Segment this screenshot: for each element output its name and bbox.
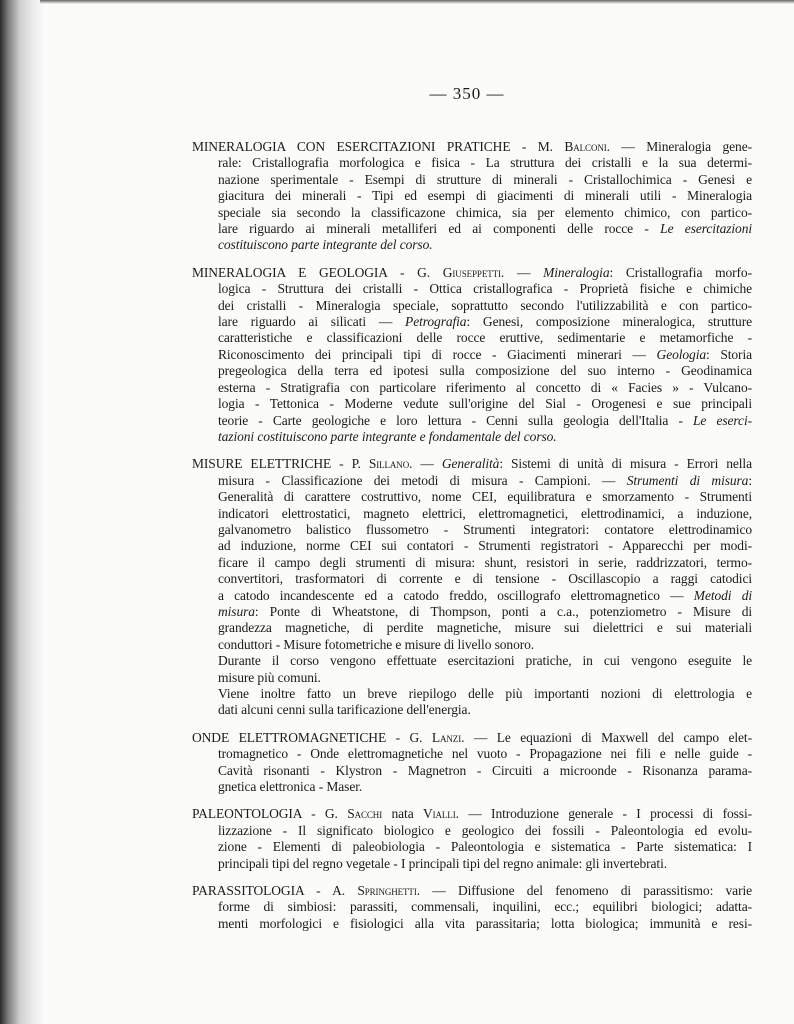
author-name: Lanzi <box>431 729 462 745</box>
text-line <box>192 637 752 653</box>
text-line <box>192 330 752 346</box>
text-segment: Riconoscimento dei principali tipi di rocce - Giacimenti minerari — <box>218 346 657 362</box>
course-list <box>192 139 752 943</box>
entry-heading-line <box>192 265 752 281</box>
text-line <box>192 839 752 855</box>
text-segment: conduttori - Misure fotometriche e misure di livello sonoro. <box>218 636 535 652</box>
text-segment: . — <box>500 264 544 280</box>
text-line <box>192 489 752 505</box>
text-segment: zione - Elementi di paleobiologia - Paleontologia e sistematica - Parte sistematica: I <box>218 839 752 855</box>
text-segment: MISURE ELETTRICHE - P. <box>192 456 369 472</box>
text-line <box>192 380 752 396</box>
text-segment: : Storia <box>706 346 752 362</box>
italic-text: Metodi di <box>693 587 752 603</box>
text-line <box>192 413 752 429</box>
text-segment: a catodo incandescente ed a catodo freddo, oscillografo elettromagnetico — <box>218 587 694 603</box>
text-segment: : Cristallografia morfo- <box>609 264 752 280</box>
text-segment: logica - Struttura dei cristalli - Ottica cristallografica - Proprietà fisiche e chimiche <box>218 281 752 297</box>
text-segment: galvanometro balistico flussometro - Strumenti integratori: contatore elettrodinamico <box>218 521 752 537</box>
text-line <box>192 237 752 253</box>
text-segment: principali tipi del regno vegetale - I principali tipi del regno animale: gli invertebrati. <box>218 855 667 871</box>
text-segment: Durante il corso vengono effettuate esercitazioni pratiche, in cui vengono eseguite le <box>218 653 752 669</box>
text-segment: : Sistemi di unità di misura - Errori nella <box>499 456 752 472</box>
text-line <box>192 604 752 620</box>
text-segment: PALEONTOLOGIA - G. <box>192 806 348 822</box>
text-line <box>192 856 752 872</box>
text-line <box>192 571 752 587</box>
entry-onde-elettromagnetiche <box>192 730 752 796</box>
text-line <box>192 314 752 330</box>
author-name: Giuseppetti <box>442 264 501 280</box>
author-name: Sacchi <box>347 806 383 822</box>
text-segment: . — Mineralogia gene- <box>606 139 752 154</box>
text-segment: . — Introduzione generale - I processi di fossi- <box>455 806 752 822</box>
text-segment: nata <box>382 806 423 822</box>
text-segment: gnetica elettronica - Maser. <box>218 779 363 795</box>
italic-text: Mineralogia <box>543 264 610 280</box>
entry-heading-line <box>192 456 752 472</box>
text-line <box>192 205 752 221</box>
italic-text: Geologia <box>656 346 706 362</box>
author-name: Springhetti <box>357 883 417 899</box>
text-segment: : <box>748 472 752 488</box>
text-segment: giacitura dei minerali - Tipi ed esempi di giacimenti di minerali utili - Mineralogia <box>218 188 752 204</box>
text-line <box>192 473 752 489</box>
text-line <box>192 620 752 636</box>
text-line <box>192 779 752 795</box>
text-line <box>192 686 752 702</box>
text-segment: Generalità di carattere costruttivo, nome CEI, equilibratura e smorzamento - Strumenti <box>218 489 752 505</box>
text-line <box>192 221 752 237</box>
text-segment: . — <box>409 456 442 472</box>
text-segment: convertitori, trasformatori di corrente e di tensione - Oscillascopio a raggi catodici <box>218 571 752 587</box>
text-segment: lare riguardo ai silicati — <box>218 314 406 330</box>
text-segment: MINERALOGIA E GEOLOGIA - G. <box>192 264 443 280</box>
italic-text: Petrografia <box>405 314 467 330</box>
entry-heading-line <box>192 883 752 899</box>
text-segment: ficare il campo degli strumenti di misura: shunt, resistori in serie, raddrizzatori, termo- <box>218 554 752 570</box>
entry-mineralogia-esercitazioni <box>192 139 752 254</box>
text-segment: forme di simbiosi: parassiti, commensali, inquilini, ecc.; equilibri biologici; adatta- <box>218 899 752 915</box>
text-segment: MINERALOGIA CON ESERCITAZIONI PRATICHE - M. <box>192 139 565 154</box>
text-line <box>192 702 752 718</box>
entry-heading-line <box>192 730 752 746</box>
text-line <box>192 538 752 554</box>
text-segment: Viene inoltre fatto un breve riepilogo delle più importanti nozioni di elettrologia e <box>218 686 752 701</box>
text-line <box>192 899 752 915</box>
text-segment: : Ponte di Wheatstone, di Thompson, ponti a c.a., potenziometro - Misure di <box>254 603 752 619</box>
entry-mineralogia-geologia <box>192 265 752 445</box>
text-segment: indicatori elettrostatici, magneto elettrici, elettromagnetici, elettrodinamici, a induzione, <box>218 505 752 521</box>
text-line <box>192 172 752 188</box>
text-line <box>192 396 752 412</box>
text-line <box>192 155 752 171</box>
italic-text: costituiscono parte integrante del corso. <box>218 237 433 253</box>
text-line <box>192 555 752 571</box>
text-segment: logia - Tettonica - Moderne vedute sull'origine del Sial - Orogenesi e sue principali <box>218 396 752 412</box>
text-segment: rale: Cristallografia morfologica e fisica - La struttura dei cristalli e la sua determi- <box>218 155 752 171</box>
italic-text: Strumenti di misura <box>626 472 749 488</box>
text-segment: grandezza magnetiche, di perdite magnetiche, misure sui dielettrici e sui materiali <box>218 620 752 636</box>
text-segment: misura - Classificazione dei metodi di misura - Campioni. — <box>218 472 627 488</box>
text-segment: PARASSITOLOGIA - A. <box>192 883 358 899</box>
entry-parassitologia <box>192 883 752 932</box>
text-segment: . — Le equazioni di Maxwell del campo elet- <box>461 729 752 745</box>
text-segment: menti morfologici e fisiologici alla vita parassitaria; lotta biologica; immunità e resi- <box>218 915 752 931</box>
text-segment: Cavità risonanti - Klystron - Magnetron - Circuiti a microonde - Risonanza parama- <box>218 762 752 778</box>
italic-text: Le eserci- <box>693 412 752 428</box>
text-line <box>192 188 752 204</box>
text-line <box>192 653 752 669</box>
author-name: Sillano <box>368 456 410 472</box>
text-segment: : Genesi, composizione mineralogica, strutture <box>466 314 752 330</box>
text-line <box>192 670 752 686</box>
entry-heading-line <box>192 806 752 822</box>
text-segment: ad induzione, norme CEI sui contatori - Strumenti registratori - Apparecchi per modi- <box>218 538 752 554</box>
italic-text: tazioni costituiscono parte integrante e fondamentale del corso. <box>218 428 557 444</box>
text-line <box>192 763 752 779</box>
text-line <box>192 823 752 839</box>
text-segment: speciale sia secondo la classificazone chimica, sia per elemento chimico, con partico- <box>218 204 752 220</box>
author-name: Vialli <box>422 806 456 822</box>
text-segment: nazione sperimentale - Esempi di strutture di minerali - Cristallochimica - Genesi e <box>218 171 752 187</box>
text-line <box>192 347 752 363</box>
text-line <box>192 281 752 297</box>
text-segment: caratteristiche e classificazioni delle rocce eruttive, sedimentarie e metamorfiche - <box>218 330 752 346</box>
text-segment: teorie - Carte geologiche e loro lettura - Cenni sulla geologia dell'Italia - <box>218 412 694 428</box>
page-number: — 350 — <box>429 84 505 103</box>
text-segment: lizzazione - Il significato biologico e geologico dei fossili - Paleontologia ed evolu- <box>218 822 752 838</box>
text-line <box>192 429 752 445</box>
text-line <box>192 916 752 932</box>
text-segment: tromagnetico - Onde elettromagnetiche nel vuoto - Propagazione nei fili e nelle guide - <box>218 746 752 762</box>
entry-misure-elettriche <box>192 456 752 719</box>
text-line <box>192 588 752 604</box>
text-segment: dati alcuni cenni sulla tarificazione dell'energia. <box>218 702 471 718</box>
text-segment: lare riguardo ai minerali metalliferi ed ai componenti delle rocce - <box>218 221 661 237</box>
text-line <box>192 746 752 762</box>
entry-heading-line <box>192 139 752 155</box>
text-line <box>192 522 752 538</box>
text-line <box>192 506 752 522</box>
text-segment: ONDE ELETTROMAGNETICHE - G. <box>192 729 432 745</box>
text-segment: misure più comuni. <box>218 669 321 685</box>
text-segment: dei cristalli - Mineralogia speciale, soprattutto secondo l'utilizzabilità e con partico- <box>218 297 752 313</box>
text-segment: esterna - Stratigrafia con particolare riferimento al concetto di « Facies » - Vulcano- <box>218 379 752 395</box>
italic-text: Le esercitazioni <box>660 221 752 237</box>
text-line <box>192 363 752 379</box>
entry-paleontologia <box>192 806 752 872</box>
scan-top-edge <box>40 0 794 4</box>
text-line <box>192 298 752 314</box>
italic-text: misura <box>218 603 255 619</box>
scan-binding-shadow <box>0 0 44 1024</box>
italic-text: Generalità <box>441 456 500 472</box>
text-segment: pregeologica della terra ed ipotesi sulla composizione del suo interno - Geodinamica <box>218 363 752 379</box>
author-name: Balconi <box>564 139 607 154</box>
text-segment: . — Diffusione del fenomeno di parassitismo: varie <box>416 883 753 899</box>
